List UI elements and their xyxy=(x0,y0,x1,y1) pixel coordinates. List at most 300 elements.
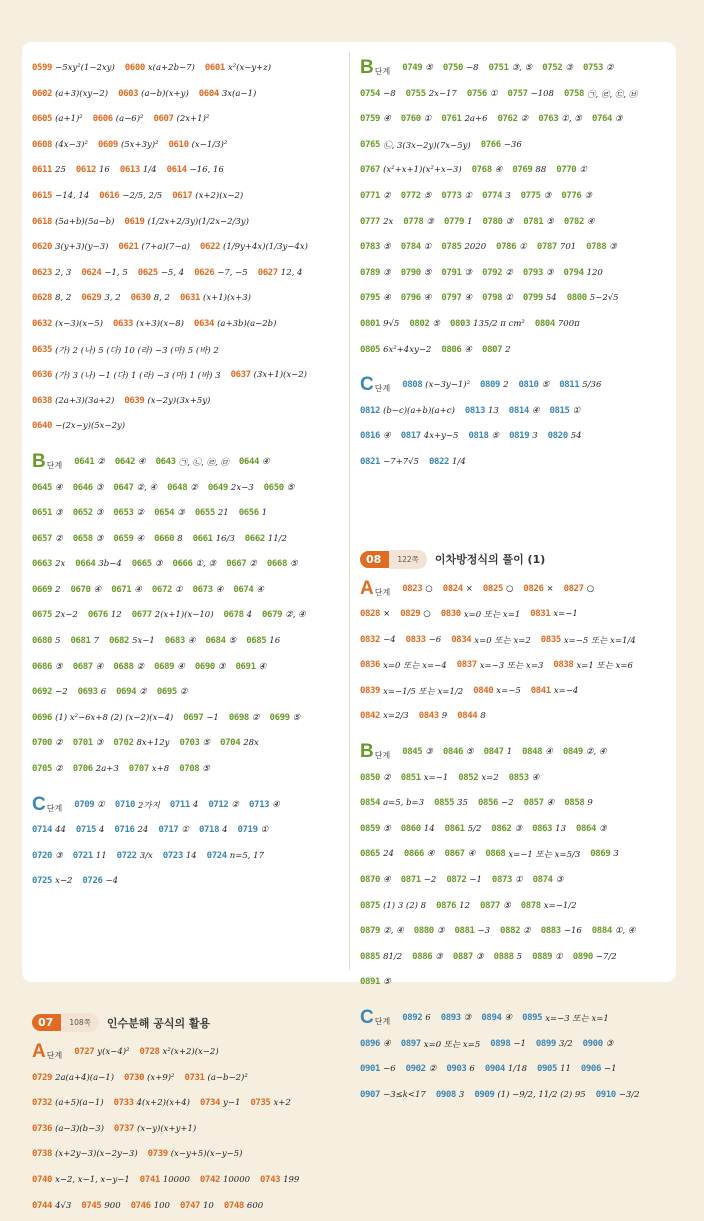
group-08-stage-a xyxy=(360,579,675,727)
section-header-07 xyxy=(32,1013,347,1032)
answer-text: (5x+3y)² xyxy=(120,139,159,150)
answer-item xyxy=(360,242,391,252)
answer-item xyxy=(32,217,114,227)
answer-text: (4x−3)² xyxy=(55,139,88,150)
answer-text: 12 xyxy=(459,900,470,911)
answer-text: x²(x+2)(x−2) xyxy=(162,1047,219,1057)
answer-text: ③ xyxy=(435,951,443,962)
answer-row xyxy=(32,288,347,308)
answer-item xyxy=(154,508,185,518)
answer-item xyxy=(508,89,554,99)
answer-item xyxy=(489,63,533,73)
problem-number: 0830 xyxy=(440,609,461,620)
answer-text: 2a+6 xyxy=(464,114,488,125)
answer-item xyxy=(480,380,509,390)
answer-item xyxy=(71,585,102,595)
problem-number: 0780 xyxy=(482,216,503,227)
answer-item xyxy=(445,824,482,834)
problem-number: 0673 xyxy=(192,584,213,595)
answer-text: ① xyxy=(489,88,498,99)
problem-number: 0749 xyxy=(402,63,423,73)
problem-number: 0728 xyxy=(139,1047,160,1057)
answer-row xyxy=(360,375,675,395)
answer-item xyxy=(32,63,115,73)
answer-text: (1/2x+2/3y)(1/2x−2/3y) xyxy=(147,216,249,227)
answer-item xyxy=(113,738,169,748)
answer-row xyxy=(32,416,347,436)
answer-text: 14 xyxy=(185,850,197,861)
answer-text: 701 xyxy=(559,242,577,253)
answer-text: (a−b−2)² xyxy=(207,1072,248,1083)
problem-number: 0646 xyxy=(72,482,93,493)
problem-number: 0856 xyxy=(477,798,499,809)
answer-item xyxy=(124,217,249,227)
problem-number: 0784 xyxy=(400,242,421,253)
answer-text: 2020 xyxy=(464,242,487,253)
problem-number: 0638 xyxy=(32,395,53,406)
answer-item xyxy=(465,406,499,416)
problem-number: 0696 xyxy=(32,712,53,723)
problem-number: 0857 xyxy=(523,798,544,809)
answer-item xyxy=(360,798,424,808)
answer-item xyxy=(262,610,306,620)
answer-text: ④ xyxy=(383,114,391,125)
answer-text: 8, 2 xyxy=(55,293,72,304)
answer-item xyxy=(81,268,127,278)
answer-row xyxy=(360,401,675,421)
problem-number: 0699 xyxy=(269,712,290,723)
problem-number: 0781 xyxy=(523,216,544,227)
answer-item xyxy=(561,191,592,201)
section-number: 08 xyxy=(360,551,389,568)
answer-text: ③ xyxy=(599,823,607,834)
answer-text: −3 xyxy=(477,926,491,937)
problem-number: 0763 xyxy=(538,114,559,125)
answer-item xyxy=(530,609,578,619)
problem-number: 0828 xyxy=(360,609,381,620)
answer-text: 44 xyxy=(55,825,66,836)
answer-text: × xyxy=(383,609,391,620)
answer-row xyxy=(32,186,347,206)
answer-text: −3≤k<17 xyxy=(383,1089,426,1100)
answer-text: 8, 2 xyxy=(153,293,170,304)
answer-text: −8 xyxy=(465,63,479,73)
problem-number: 0683 xyxy=(164,636,185,647)
answer-text: ④ xyxy=(545,747,553,758)
answer-item xyxy=(360,268,391,278)
answer-text: ②, ④ xyxy=(136,482,158,493)
problem-number: 0745 xyxy=(81,1200,102,1211)
problem-number: 0692 xyxy=(32,687,53,698)
answer-text: (a+1)² xyxy=(55,114,83,125)
problem-number: 0863 xyxy=(532,823,553,834)
answer-item xyxy=(360,824,391,834)
answer-row xyxy=(360,896,675,916)
problem-number: 0678 xyxy=(223,610,244,621)
answer-text: ②, ④ xyxy=(285,610,306,621)
stage-suffix: 단계 xyxy=(46,460,63,470)
problem-number: 0855 xyxy=(434,798,455,809)
problem-number: 0786 xyxy=(496,242,517,253)
answer-item xyxy=(32,242,108,252)
answer-item xyxy=(156,456,229,468)
answer-text: (가) 3 (나) −1 (다) 1 (라) −3 (마) 1 (바) 3 xyxy=(55,371,221,382)
answer-text: 5−2√5 xyxy=(589,293,619,304)
answer-text: 4 xyxy=(192,799,199,810)
answer-text: ③ xyxy=(55,850,63,861)
answer-text: (7+a)(7−a) xyxy=(141,242,190,253)
problem-number: 0734 xyxy=(199,1098,221,1109)
answer-item xyxy=(441,268,472,278)
problem-number: 0802 xyxy=(409,318,430,329)
problem-number: 0758 xyxy=(563,88,585,99)
answer-text: ① xyxy=(515,875,523,886)
answer-item xyxy=(360,635,396,645)
answer-item xyxy=(524,798,555,808)
problem-number: 0891 xyxy=(360,977,381,988)
answer-text: 10000 xyxy=(162,1174,190,1185)
answer-text: 4 xyxy=(246,610,253,621)
answer-text: 9 xyxy=(441,711,448,722)
answer-text: ④ xyxy=(187,636,196,647)
problem-number: 0817 xyxy=(400,431,421,442)
answer-text: x=−4 xyxy=(553,685,579,696)
answer-item xyxy=(32,662,63,672)
answer-item xyxy=(468,431,499,441)
answer-item xyxy=(98,140,159,150)
answer-item xyxy=(153,114,209,124)
problem-number: 0748 xyxy=(223,1200,244,1211)
problem-number: 0808 xyxy=(402,380,423,391)
answer-text: 4(x+2)(x+4) xyxy=(136,1098,190,1109)
problem-number: 0718 xyxy=(199,825,220,836)
answer-item xyxy=(113,662,144,672)
answer-text: −36 xyxy=(503,139,522,150)
problem-number: 0724 xyxy=(206,850,227,861)
answer-text: ⑤ xyxy=(491,431,500,442)
answer-text: 3 xyxy=(505,190,511,201)
answer-text: 5 xyxy=(55,636,61,647)
problem-number: 0889 xyxy=(532,951,553,962)
problem-number: 0648 xyxy=(167,482,188,493)
problem-number: 0643 xyxy=(155,456,176,467)
answer-item xyxy=(32,268,71,278)
answer-item xyxy=(457,659,544,671)
answer-item xyxy=(231,370,307,380)
answer-item xyxy=(473,686,521,696)
answer-row xyxy=(32,237,347,257)
answer-item xyxy=(522,747,553,757)
problem-number: 0869 xyxy=(590,849,611,860)
problem-number: 0674 xyxy=(233,584,254,595)
answer-row xyxy=(360,160,675,180)
answer-item xyxy=(180,293,251,303)
answer-text: 3, 2 xyxy=(104,293,121,304)
problem-number: 0682 xyxy=(109,636,130,647)
answer-item xyxy=(567,293,619,303)
answer-row xyxy=(32,580,347,600)
group-06b-stage-b xyxy=(360,58,675,360)
stage-letter: C xyxy=(360,374,374,396)
answer-item xyxy=(482,268,513,278)
problem-number: 0621 xyxy=(118,242,139,253)
problem-number: 0741 xyxy=(139,1174,160,1185)
answer-item xyxy=(32,293,71,303)
answer-text: 11/2 xyxy=(267,533,287,544)
answer-item xyxy=(179,764,210,774)
problem-number: 0799 xyxy=(522,293,543,304)
answer-text: −1 xyxy=(206,712,219,723)
problem-number: 0829 xyxy=(400,609,421,620)
answer-text: 25 xyxy=(55,165,66,176)
answer-text: ③ xyxy=(95,738,104,749)
answer-text: ④ xyxy=(93,584,102,595)
answer-item xyxy=(406,89,457,99)
problem-number: 0880 xyxy=(413,926,434,937)
problem-number: 0613 xyxy=(119,165,140,176)
answer-item xyxy=(429,457,466,467)
answer-text: ③ xyxy=(55,508,63,519)
section-page: 108쪽 xyxy=(61,1013,99,1032)
answer-text: x=−3 또는 x=1 xyxy=(545,1014,609,1024)
answer-text: 135/2 π cm² xyxy=(473,318,525,329)
problem-number: 0767 xyxy=(360,165,381,176)
answer-item xyxy=(32,1175,130,1185)
answer-item xyxy=(76,825,105,835)
answer-item xyxy=(360,685,463,697)
problem-number: 0883 xyxy=(540,926,561,937)
stage-letter: C xyxy=(360,1007,374,1028)
answer-text: ○ xyxy=(586,583,595,594)
problem-number: 0893 xyxy=(440,1013,461,1023)
problem-number: 0818 xyxy=(468,431,489,442)
problem-number: 0684 xyxy=(205,636,226,647)
problem-number: 0827 xyxy=(563,583,584,594)
answer-item xyxy=(441,114,487,124)
answer-item xyxy=(32,585,61,595)
answer-text: x=0 또는 x=2 xyxy=(474,635,531,646)
answer-item xyxy=(441,191,472,201)
problem-number: 0903 xyxy=(446,1064,467,1075)
answer-text: ⑤ xyxy=(546,216,554,227)
answer-row xyxy=(32,263,347,283)
answer-text: 8x+12y xyxy=(136,738,170,749)
problem-number: 0672 xyxy=(151,584,172,595)
answer-row xyxy=(360,84,675,104)
answer-row xyxy=(32,314,347,334)
problem-number: 0814 xyxy=(508,405,529,416)
answer-item xyxy=(360,926,404,936)
problem-number: 0619 xyxy=(124,216,145,227)
problem-number: 0753 xyxy=(582,63,604,73)
problem-number: 0736 xyxy=(32,1123,53,1134)
answer-text: −4 xyxy=(105,876,119,887)
answer-text: ②, ④ xyxy=(383,926,404,937)
answer-row xyxy=(360,263,675,283)
problem-number: 0617 xyxy=(172,190,193,201)
answer-text: 28x xyxy=(243,738,259,749)
problem-number: 0669 xyxy=(32,584,53,595)
problem-number: 0800 xyxy=(566,293,587,304)
answer-text: ④ xyxy=(423,293,432,304)
answer-item xyxy=(167,165,224,175)
answer-item xyxy=(165,636,196,646)
problem-number: 0703 xyxy=(179,738,200,749)
answer-text: 2x−17 xyxy=(428,88,457,99)
answer-text: ② xyxy=(231,799,240,810)
problem-number: 0782 xyxy=(563,216,584,227)
answer-text: ④ xyxy=(531,405,540,416)
answer-item xyxy=(74,1047,129,1057)
answer-row xyxy=(360,681,675,701)
answer-text: x=−5 또는 x=1/4 xyxy=(563,635,636,646)
answer-text: ③, ⑤ xyxy=(511,63,533,73)
answer-item xyxy=(118,242,190,252)
answer-item xyxy=(401,114,432,124)
answer-row xyxy=(360,604,675,624)
answer-row xyxy=(32,58,347,78)
answer-text: 1/4 xyxy=(142,165,157,176)
problem-number: 0615 xyxy=(32,190,53,201)
answer-text: (2x+1)² xyxy=(176,114,210,125)
answer-item xyxy=(535,319,580,329)
answer-text: ③ xyxy=(464,267,473,278)
answer-text: −2 xyxy=(423,875,437,886)
answer-text: ③ xyxy=(609,242,617,253)
answer-row xyxy=(360,340,675,360)
answer-row xyxy=(360,921,675,941)
answer-item xyxy=(521,191,552,201)
answer-item xyxy=(443,747,474,757)
stage-letter: C xyxy=(32,793,46,815)
answer-item xyxy=(450,319,525,329)
problem-number: 0752 xyxy=(542,63,563,73)
answer-text: 1 xyxy=(261,508,268,519)
problem-number: 0816 xyxy=(360,431,381,442)
answer-item xyxy=(125,63,195,73)
problem-number: 0670 xyxy=(70,584,91,595)
problem-number: 0726 xyxy=(82,876,103,887)
answer-item xyxy=(490,1039,526,1049)
problem-number: 0659 xyxy=(113,533,134,544)
problem-number: 0879 xyxy=(360,926,381,937)
answer-row xyxy=(360,288,675,308)
answer-item xyxy=(138,268,184,278)
problem-number: 0658 xyxy=(72,533,93,544)
problem-number: 0628 xyxy=(32,293,53,304)
problem-number: 0641 xyxy=(74,456,95,467)
problem-number: 0665 xyxy=(131,559,152,570)
answer-text: ③ xyxy=(475,951,484,962)
answer-item xyxy=(401,242,432,252)
problem-number: 0864 xyxy=(575,823,597,834)
answer-text: x=0 또는 x=5 xyxy=(423,1039,481,1050)
answer-row xyxy=(32,391,347,411)
answer-row xyxy=(32,160,347,180)
answer-item xyxy=(444,217,473,227)
answer-text: 120 xyxy=(586,267,603,278)
answer-item xyxy=(179,738,210,748)
problem-number: 0725 xyxy=(32,876,53,887)
answer-item xyxy=(172,191,243,201)
answer-item xyxy=(402,380,470,390)
problem-number: 0910 xyxy=(595,1089,616,1100)
answer-text: 4x+y−5 xyxy=(423,431,459,442)
answer-item xyxy=(73,483,104,493)
answer-text: ④ xyxy=(256,584,265,595)
problem-number: 0604 xyxy=(198,88,219,99)
answer-text: ④ xyxy=(272,799,280,810)
answer-item xyxy=(140,1175,190,1185)
problem-number: 0687 xyxy=(72,661,93,672)
problem-number: 0892 xyxy=(402,1013,423,1023)
group-08-stage-c xyxy=(360,1008,675,1105)
problem-number: 0778 xyxy=(403,216,424,227)
answer-row xyxy=(32,605,347,625)
problem-number: 0680 xyxy=(32,636,53,647)
answer-text: ① xyxy=(555,951,563,962)
answer-item xyxy=(32,687,68,697)
answer-item xyxy=(81,1201,120,1211)
answer-item xyxy=(419,711,448,721)
answer-item xyxy=(538,114,582,124)
answer-text: ⑤ xyxy=(383,977,391,988)
answer-text: 2x−2 xyxy=(55,610,78,621)
answer-row xyxy=(360,630,675,650)
answer-item xyxy=(199,89,257,99)
answer-row xyxy=(360,314,675,334)
problem-number: 0731 xyxy=(184,1072,205,1083)
answer-text: −3/2 xyxy=(618,1089,640,1100)
answer-item xyxy=(113,483,157,493)
problem-number: 0609 xyxy=(97,139,118,150)
problem-number: 0719 xyxy=(237,825,258,836)
problem-number: 0764 xyxy=(591,114,613,125)
problem-number: 0845 xyxy=(402,747,423,758)
stage-suffix: 단계 xyxy=(46,1051,63,1060)
problem-number: 0783 xyxy=(360,242,381,253)
answer-item xyxy=(401,191,432,201)
answer-item xyxy=(509,773,540,783)
answer-item xyxy=(206,636,237,646)
answer-item xyxy=(32,764,63,774)
answer-text: (x+9)² xyxy=(147,1072,175,1083)
problem-number: 0715 xyxy=(75,825,96,836)
answer-text: ① xyxy=(174,584,183,595)
problem-number: 0730 xyxy=(124,1072,145,1083)
answer-item xyxy=(32,1073,114,1083)
answer-item xyxy=(360,89,396,99)
answer-item xyxy=(111,585,142,595)
answer-item xyxy=(260,1175,299,1185)
answer-text: (x−1/3)² xyxy=(191,139,228,150)
answer-text: (x−y)(x+y+1) xyxy=(137,1123,197,1134)
answer-row xyxy=(360,579,675,599)
problem-number: 0681 xyxy=(70,636,91,647)
answer-row xyxy=(32,1144,347,1164)
problem-number: 0616 xyxy=(99,190,120,201)
answer-text: 3/x xyxy=(139,850,153,861)
answer-text: (x+1)(x+3) xyxy=(203,293,251,304)
answer-text: −1 xyxy=(469,875,482,886)
answer-item xyxy=(532,824,566,834)
answer-text: ⑤ xyxy=(55,661,63,672)
problem-number: 0835 xyxy=(540,634,561,645)
answer-text: −6 xyxy=(383,1064,396,1075)
answer-item xyxy=(73,851,107,861)
problem-number: 0871 xyxy=(400,875,421,886)
problem-number: 0603 xyxy=(118,88,139,99)
